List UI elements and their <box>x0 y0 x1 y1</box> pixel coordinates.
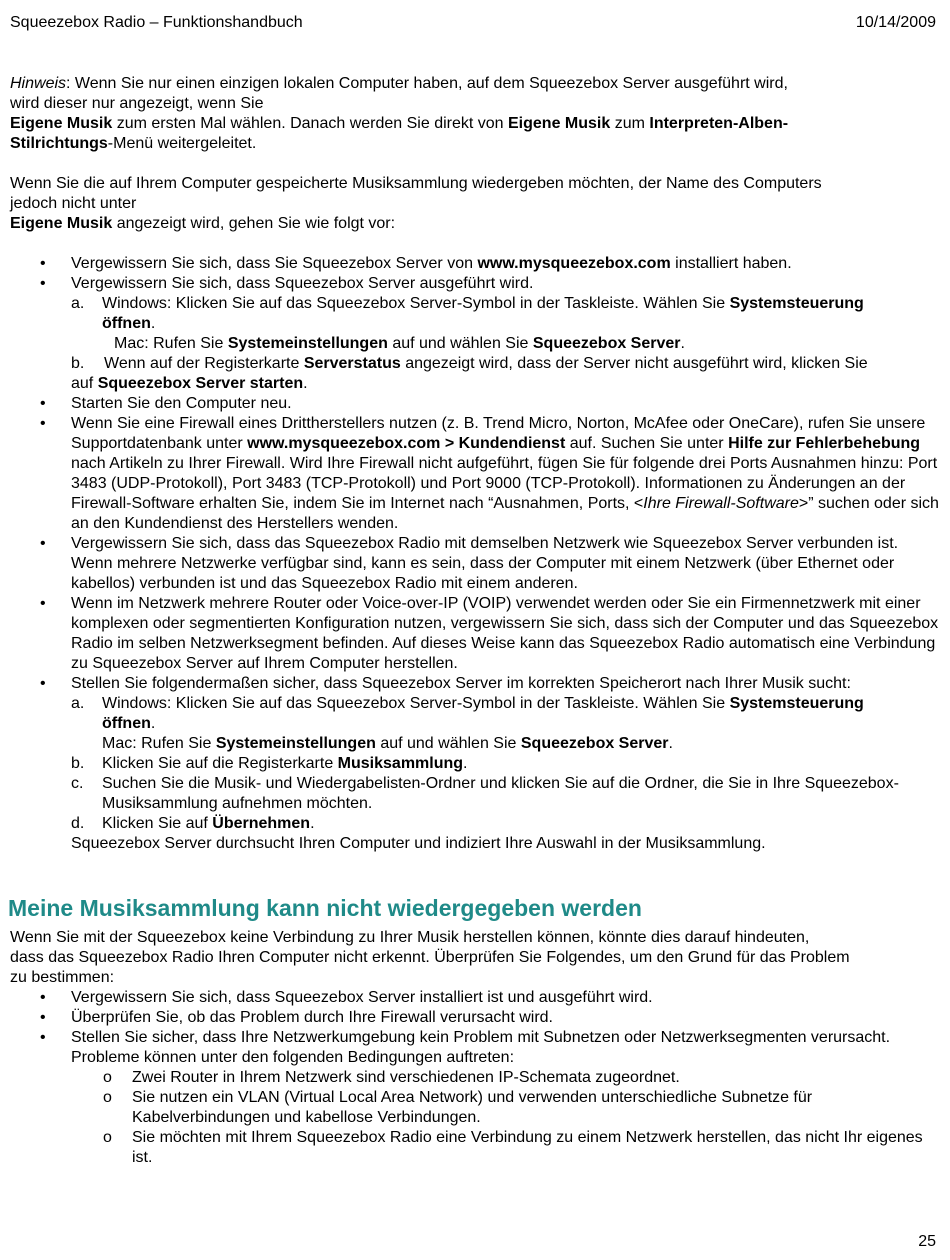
list-item: • Vergewissern Sie sich, dass Sie Squeezebox Server von www.mysqueezebox.com installiert haben. <box>40 255 792 272</box>
sub-list-item: o Zwei Router in Ihrem Netzwerk sind verschiedenen IP-Schemata zugeordnet. <box>103 1069 680 1086</box>
list-item: • Stellen Sie sicher, dass Ihre Netzwerkumgebung kein Problem mit Subnetzen oder Netzwerksegmenten verursacht. Probleme können unter den folgenden Bedingungen auftreten: <box>40 1029 891 1066</box>
bullet-mark: • <box>40 395 46 412</box>
list-item: • Überprüfen Sie, ob das Problem durch Ihre Firewall verursacht wird. <box>40 1009 553 1026</box>
bullet-mark: • <box>40 255 46 272</box>
list-item: • Starten Sie den Computer neu. <box>40 395 292 412</box>
circle-mark: o <box>103 1069 112 1086</box>
sub-item-mac: Mac: Rufen Sie Systemeinstellungen auf und wählen Sie Squeezebox Server. <box>114 335 685 352</box>
bullet-mark: • <box>40 675 46 692</box>
intro-paragraph: Wenn Sie die auf Ihrem Computer gespeicherte Musiksammlung wiedergeben möchten, der Name des Computers jedoch nicht unter Eigene Musik angezeigt wird, gehen Sie wie folgt vor: <box>10 175 822 232</box>
bullet-mark: • <box>40 595 46 612</box>
document-title: Squeezebox Radio – Funktionshandbuch <box>10 14 303 31</box>
steps-list <box>10 254 940 854</box>
page-number: 25 <box>918 1233 936 1250</box>
circle-mark: o <box>103 1129 112 1146</box>
list-item: • Stellen Sie folgendermaßen sicher, dass Squeezebox Server im korrekten Speicherort nach Ihrer Musik sucht: <box>40 675 851 692</box>
sub-item: b. Klicken Sie auf die Registerkarte Musiksammlung. <box>71 755 468 772</box>
hint-lead: Hinweis <box>10 75 67 92</box>
sub-list-item: o Sie möchten mit Ihrem Squeezebox Radio eine Verbindung zu einem Netzwerk herstellen, das nicht Ihr eigenes ist. <box>103 1129 923 1166</box>
document-date: 10/14/2009 <box>855 14 936 31</box>
sub-list-item: o Sie nutzen ein VLAN (Virtual Local Area Network) und verwenden unterschiedliche Subnetze für Kabelverbindungen und kabellose Verbindungen. <box>103 1089 813 1126</box>
bullet-mark: • <box>40 989 46 1006</box>
list-item: • Wenn im Netzwerk mehrere Router oder Voice-over-IP (VOIP) verwendet werden oder Sie ein Firmennetzwerk mit einer komplexen oder segmentierten Konfiguration nutzen, vergewissern Sie sich, dass sich der Computer und das Squeezebox Radio im selben Netzwerksegment befinden. Auf dieses Weise kann das Squeezebox Radio automatisch eine Verbindung zu Squeezebox Server auf Ihrem Computer herstellen. <box>40 595 939 672</box>
bullet-mark: • <box>40 275 46 292</box>
steps-summary: Squeezebox Server durchsucht Ihren Computer und indiziert Ihre Auswahl in der Musiksammlung. <box>71 835 766 852</box>
section-intro-line: dass das Squeezebox Radio Ihren Computer nicht erkennt. Überprüfen Sie Folgendes, um den Grund für das Problem <box>10 949 850 966</box>
bullet-mark: • <box>40 1009 46 1026</box>
hint-paragraph: Hinweis: Wenn Sie nur einen einzigen lokalen Computer haben, auf dem Squeezebox Server ausgeführt wird, wird dieser nur angezeigt, wenn Sie Eigene Musik zum ersten Mal wählen. Danach werden Sie direkt von Eigene Musik zum Interpreten-Alben- Stilrichtungs-Menü weitergeleitet. <box>10 75 789 152</box>
bullet-mark: • <box>40 415 46 432</box>
sub-item: a. Windows: Klicken Sie auf das Squeezebox Server-Symbol in der Taskleiste. Wählen Sie Systemsteuerung öffnen. <box>71 695 864 732</box>
sub-item: a. Windows: Klicken Sie auf das Squeezebox Server-Symbol in der Taskleiste. Wählen Sie Systemsteuerung öffnen. <box>71 295 864 332</box>
page-header <box>10 13 936 33</box>
sub-item-mac: Mac: Rufen Sie Systemeinstellungen auf und wählen Sie Squeezebox Server. <box>102 735 673 752</box>
section-intro-line: Wenn Sie mit der Squeezebox keine Verbindung zu Ihrer Musik herstellen können, könnte dies darauf hindeuten, <box>10 929 810 946</box>
circle-mark: o <box>103 1089 112 1106</box>
bullet-mark: • <box>40 535 46 552</box>
sub-item-continuation: auf Squeezebox Server starten. <box>71 375 308 392</box>
section-heading: Meine Musiksammlung kann nicht wiedergegeben werden <box>8 895 642 921</box>
list-item: • Vergewissern Sie sich, dass Squeezebox Server ausgeführt wird. <box>40 275 534 292</box>
sub-item: d. Klicken Sie auf Übernehmen. <box>71 815 315 832</box>
sub-item: c. Suchen Sie die Musik- und Wiedergabelisten-Ordner und klicken Sie auf die Ordner, die Sie in Ihre Squeezebox-Musiksammlung aufnehmen möchten. <box>71 775 899 812</box>
list-item: • Wenn Sie eine Firewall eines Drittherstellers nutzen (z. B. Trend Micro, Norton, McAfee oder OneCare), rufen Sie unsere Supportdatenbank unter www.mysqueezebox.com > Kundendienst auf. Suchen Sie unter Hilfe zur Fehlerbehebung nach Artikeln zu Ihrer Firewall. Wird Ihre Firewall nicht aufgeführt, fügen Sie für folgende drei Ports Ausnahmen hinzu: Port 3483 (UDP-Protokoll), Port 3483 (TCP-Protokoll) und Port 9000 (TCP-Protokoll). Informationen zu Änderungen an der Firewall-Software erhalten Sie, indem Sie im Internet nach “Ausnahmen, Ports, <Ihre Firewall-Software>” suchen oder sich an den Kundendienst des Herstellers wenden. <box>40 415 939 532</box>
website-link-text: www.mysqueezebox.com <box>477 255 671 272</box>
list-item: • Vergewissern Sie sich, dass Squeezebox Server installiert ist und ausgeführt wird. <box>40 989 653 1006</box>
list-item: • Vergewissern Sie sich, dass das Squeezebox Radio mit demselben Netzwerk wie Squeezebox Server verbunden ist. Wenn mehrere Netzwerke verfügbar sind, kann es sein, dass der Computer mit einem Netzwerk (über Ethernet oder kabellos) verbunden ist und das Squeezebox Radio mit einem anderen. <box>40 535 899 592</box>
sub-item: b. Wenn auf der Registerkarte Serverstatus angezeigt wird, dass der Server nicht ausgeführt wird, klicken Sie <box>71 355 868 372</box>
bullet-mark: • <box>40 1029 46 1046</box>
section-intro-line: zu bestimmen: <box>10 969 115 986</box>
section-body <box>10 928 940 1168</box>
